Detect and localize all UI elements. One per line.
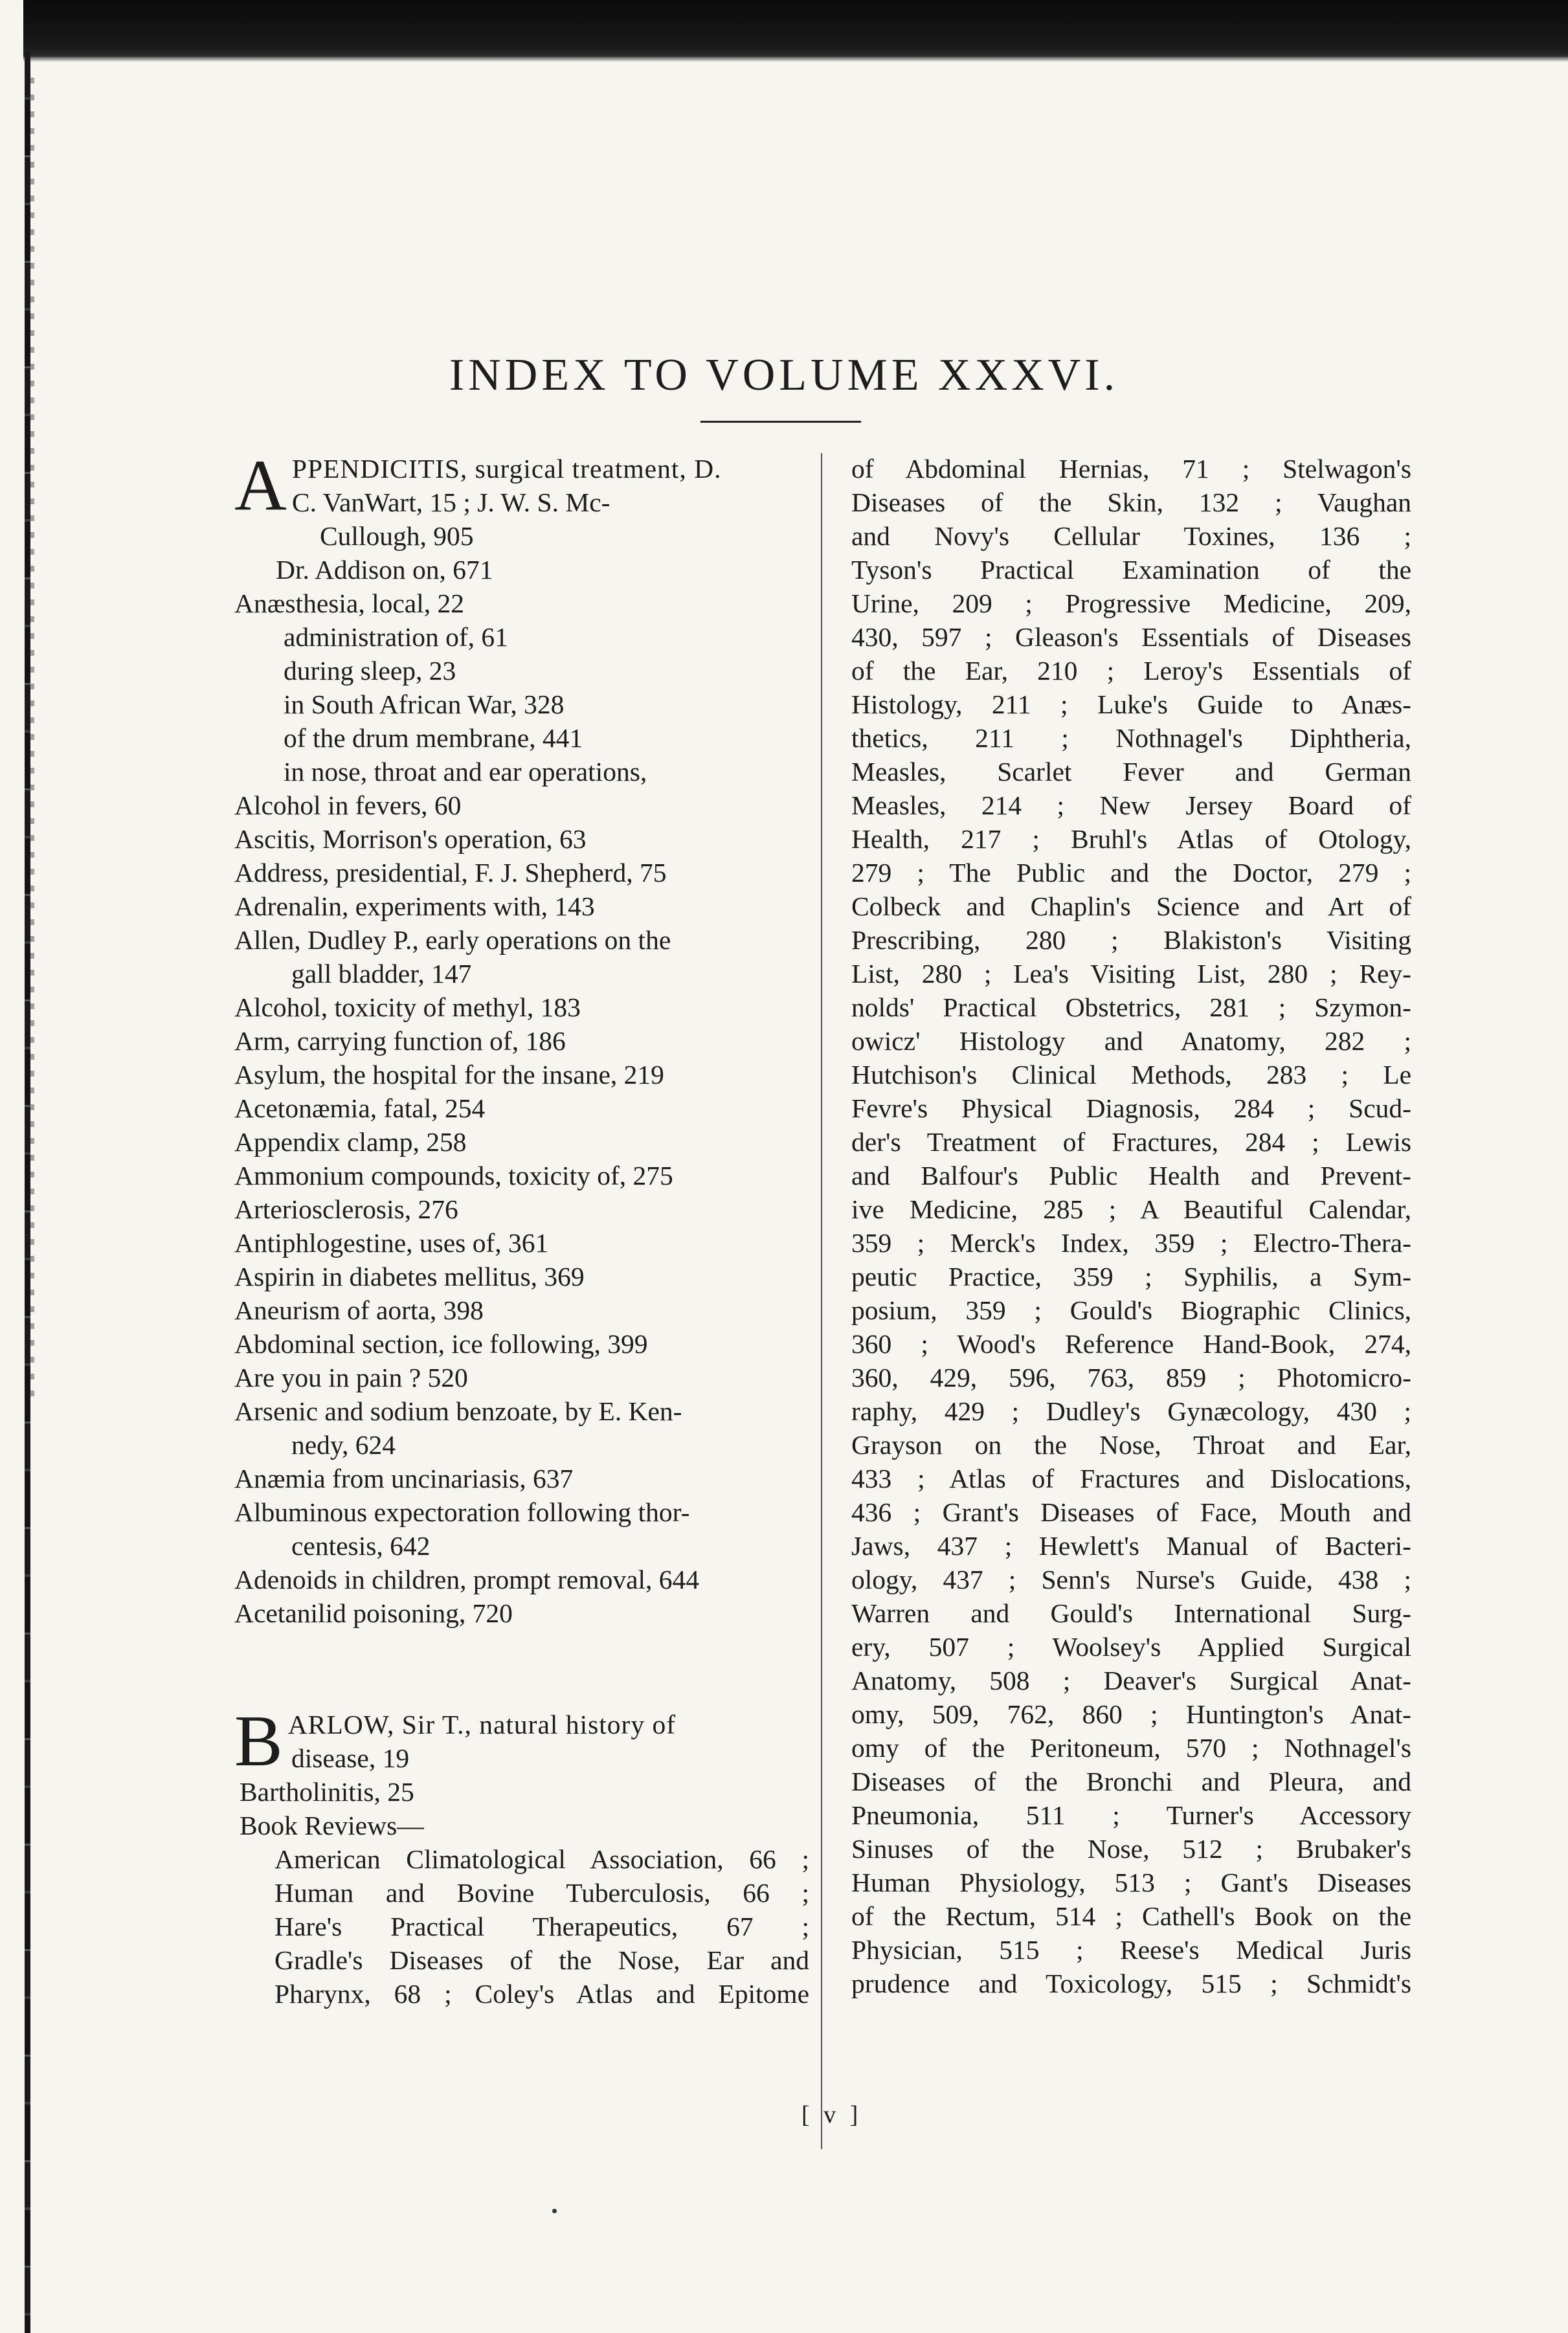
review-line: of Abdominal Hernias, 71 ; Stelwagon's: [851, 454, 1411, 484]
section-a: [234, 445, 811, 1630]
title-rule: [700, 421, 861, 423]
heading-line: disease, 19: [291, 1743, 410, 1773]
review-line: Histology, 211 ; Luke's Guide to Anæs-: [851, 689, 1411, 719]
review-line: Health, 217 ; Bruhl's Atlas of Otology,: [851, 824, 1411, 854]
index-entry: Adrenalin, experiments with, 143: [234, 891, 595, 921]
review-line: omy of the Peritoneum, 570 ; Nothnagel's: [851, 1733, 1411, 1763]
section-b-entries: [234, 1775, 811, 1842]
section-b: [234, 1701, 811, 2011]
ink-speck: [552, 2209, 557, 2213]
review-line: ology, 437 ; Senn's Nurse's Guide, 438 ;: [851, 1565, 1411, 1594]
index-entry: Ascitis, Morrison's operation, 63: [234, 824, 587, 854]
review-line: 359 ; Merck's Index, 359 ; Electro-Thera-: [851, 1228, 1411, 1258]
review-line: of the Rectum, 514 ; Cathell's Book on the: [851, 1901, 1411, 1931]
index-entry: Asylum, the hospital for the insane, 219: [234, 1060, 664, 1089]
section-a-heading: [234, 445, 811, 553]
review-line: Diseases of the Skin, 132 ; Vaughan: [851, 487, 1411, 517]
review-line: and Novy's Cellular Toxines, 136 ;: [851, 521, 1411, 551]
review-line: peutic Practice, 359 ; Syphilis, a Sym-: [851, 1262, 1411, 1291]
index-entry: Address, presidential, F. J. Shepherd, 75: [234, 858, 667, 887]
index-entry: Acetonæmia, fatal, 254: [234, 1093, 486, 1123]
review-line: Measles, Scarlet Fever and German: [851, 757, 1411, 787]
index-entry: nedy, 624: [291, 1430, 396, 1460]
review-line: 436 ; Grant's Diseases of Face, Mouth and: [851, 1497, 1411, 1527]
column-divider: [821, 453, 822, 2149]
review-line: Diseases of the Bronchi and Pleura, and: [851, 1767, 1411, 1796]
index-entry: Abdominal section, ice following, 399: [234, 1329, 648, 1359]
review-line: of the Ear, 210 ; Leroy's Essentials of: [851, 656, 1411, 686]
review-line: raphy, 429 ; Dudley's Gynæcology, 430 ;: [851, 1396, 1411, 1426]
page-folio: [ v ]: [801, 2101, 862, 2128]
review-line: 430, 597 ; Gleason's Essentials of Diseases: [851, 622, 1411, 652]
index-entry: administration of, 61: [284, 622, 508, 652]
review-line: American Climatological Association, 66 ;: [274, 1844, 809, 1874]
review-line: Hutchison's Clinical Methods, 283 ; Le: [851, 1060, 1411, 1089]
index-entry: Aspirin in diabetes mellitus, 369: [234, 1262, 585, 1291]
review-line: Human and Bovine Tuberculosis, 66 ;: [274, 1878, 809, 1908]
heading-line: PPENDICITIS, surgical treatment, D.: [291, 454, 722, 484]
review-line: Prescribing, 280 ; Blakiston's Visiting: [851, 925, 1411, 955]
review-line: 279 ; The Public and the Doctor, 279 ;: [851, 858, 1411, 887]
review-line: Measles, 214 ; New Jersey Board of: [851, 790, 1411, 820]
index-entry: centesis, 642: [291, 1531, 431, 1561]
heading-line: ARLOW, Sir T., natural history of: [287, 1710, 677, 1739]
page-title: INDEX TO VOLUME XXXVI.: [449, 350, 1119, 400]
index-entry: Arm, carrying function of, 186: [234, 1026, 566, 1056]
index-entry: Anæmia from uncinariasis, 637: [234, 1464, 574, 1493]
index-entry: Dr. Addison on, 671: [276, 555, 493, 585]
review-line: Gradle's Diseases of the Nose, Ear and: [274, 1945, 809, 1975]
index-entry: Antiphlogestine, uses of, 361: [234, 1228, 549, 1258]
dropcap-a: A: [234, 445, 287, 526]
book-reviews-continued: [851, 452, 1411, 2000]
review-line: owicz' Histology and Anatomy, 282 ;: [851, 1026, 1411, 1056]
review-line: and Balfour's Public Health and Prevent-: [851, 1161, 1411, 1190]
review-line: Human Physiology, 513 ; Gant's Diseases: [851, 1868, 1411, 1897]
review-line: nolds' Practical Obstetrics, 281 ; Szymon-: [851, 992, 1411, 1022]
review-line: Jaws, 437 ; Hewlett's Manual of Bacteri-: [851, 1531, 1411, 1561]
index-entry: Arsenic and sodium benzoate, by E. Ken-: [234, 1396, 682, 1426]
index-entry: Alcohol, toxicity of methyl, 183: [234, 992, 581, 1022]
review-line: 360, 429, 596, 763, 859 ; Photomicro-: [851, 1363, 1411, 1392]
index-entry: of the drum membrane, 441: [284, 723, 583, 753]
review-line: ery, 507 ; Woolsey's Applied Surgical: [851, 1632, 1411, 1662]
dropcap-b: B: [234, 1701, 283, 1781]
index-entry: Arteriosclerosis, 276: [234, 1194, 458, 1224]
index-entry: Acetanilid poisoning, 720: [234, 1598, 513, 1628]
index-column-right: [851, 452, 1411, 2000]
index-entry: Adenoids in children, prompt removal, 644: [234, 1565, 700, 1594]
review-line: Anatomy, 508 ; Deaver's Surgical Anat-: [851, 1666, 1411, 1695]
review-line: Grayson on the Nose, Throat and Ear,: [851, 1430, 1411, 1460]
review-line: Physician, 515 ; Reese's Medical Juris: [851, 1935, 1411, 1965]
review-line: prudence and Toxicology, 515 ; Schmidt's: [851, 1969, 1411, 1998]
index-entry: Anæsthesia, local, 22: [234, 588, 464, 618]
review-line: omy, 509, 762, 860 ; Huntington's Anat-: [851, 1699, 1411, 1729]
scan-binding-marks: [30, 78, 34, 1405]
index-entry: Albuminous expectoration following thor-: [234, 1497, 690, 1527]
review-line: Tyson's Practical Examination of the: [851, 555, 1411, 585]
index-entry: Alcohol in fevers, 60: [234, 790, 462, 820]
review-line: Warren and Gould's International Surg-: [851, 1598, 1411, 1628]
review-line: Fevre's Physical Diagnosis, 284 ; Scud-: [851, 1093, 1411, 1123]
index-entry: Aneurism of aorta, 398: [234, 1295, 484, 1325]
section-b-heading: [234, 1701, 811, 1781]
index-entry: in nose, throat and ear operations,: [284, 757, 647, 787]
review-line: Pharynx, 68 ; Coley's Atlas and Epitome: [274, 1979, 809, 2009]
index-entry: Are you in pain ? 520: [234, 1363, 468, 1392]
index-entry: Appendix clamp, 258: [234, 1127, 467, 1157]
index-entry: Book Reviews—: [240, 1811, 424, 1840]
index-entry: during sleep, 23: [284, 656, 456, 686]
index-entry: Ammonium compounds, toxicity of, 275: [234, 1161, 673, 1190]
review-line: Sinuses of the Nose, 512 ; Brubaker's: [851, 1834, 1411, 1864]
review-line: Urine, 209 ; Progressive Medicine, 209,: [851, 588, 1411, 618]
index-column-left: [234, 445, 811, 2011]
review-line: posium, 359 ; Gould's Biographic Clinics,: [851, 1295, 1411, 1325]
section-a-entries: [234, 553, 811, 1630]
index-entry: Allen, Dudley P., early operations on the: [234, 925, 671, 955]
scan-top-edge: [23, 0, 1568, 57]
review-line: thetics, 211 ; Nothnagel's Diphtheria,: [851, 723, 1411, 753]
review-line: 433 ; Atlas of Fractures and Dislocations,: [851, 1464, 1411, 1493]
index-entry: gall bladder, 147: [291, 959, 472, 988]
heading-line: C. VanWart, 15 ; J. W. S. Mc-: [291, 487, 610, 517]
heading-line: Cullough, 905: [320, 521, 474, 551]
review-line: Colbeck and Chaplin's Science and Art of: [851, 891, 1411, 921]
book-reviews-list: [234, 1842, 811, 2011]
review-line: List, 280 ; Lea's Visiting List, 280 ; Rey-: [851, 959, 1411, 988]
section-gap: [234, 1630, 811, 1708]
index-entry: Bartholinitis, 25: [240, 1777, 414, 1807]
review-line: ive Medicine, 285 ; A Beautiful Calendar,: [851, 1194, 1411, 1224]
review-line: Pneumonia, 511 ; Turner's Accessory: [851, 1800, 1411, 1830]
review-line: der's Treatment of Fractures, 284 ; Lewis: [851, 1127, 1411, 1157]
review-line: 360 ; Wood's Reference Hand-Book, 274,: [851, 1329, 1411, 1359]
index-entry: in South African War, 328: [284, 689, 565, 719]
review-line: Hare's Practical Therapeutics, 67 ;: [274, 1912, 809, 1941]
